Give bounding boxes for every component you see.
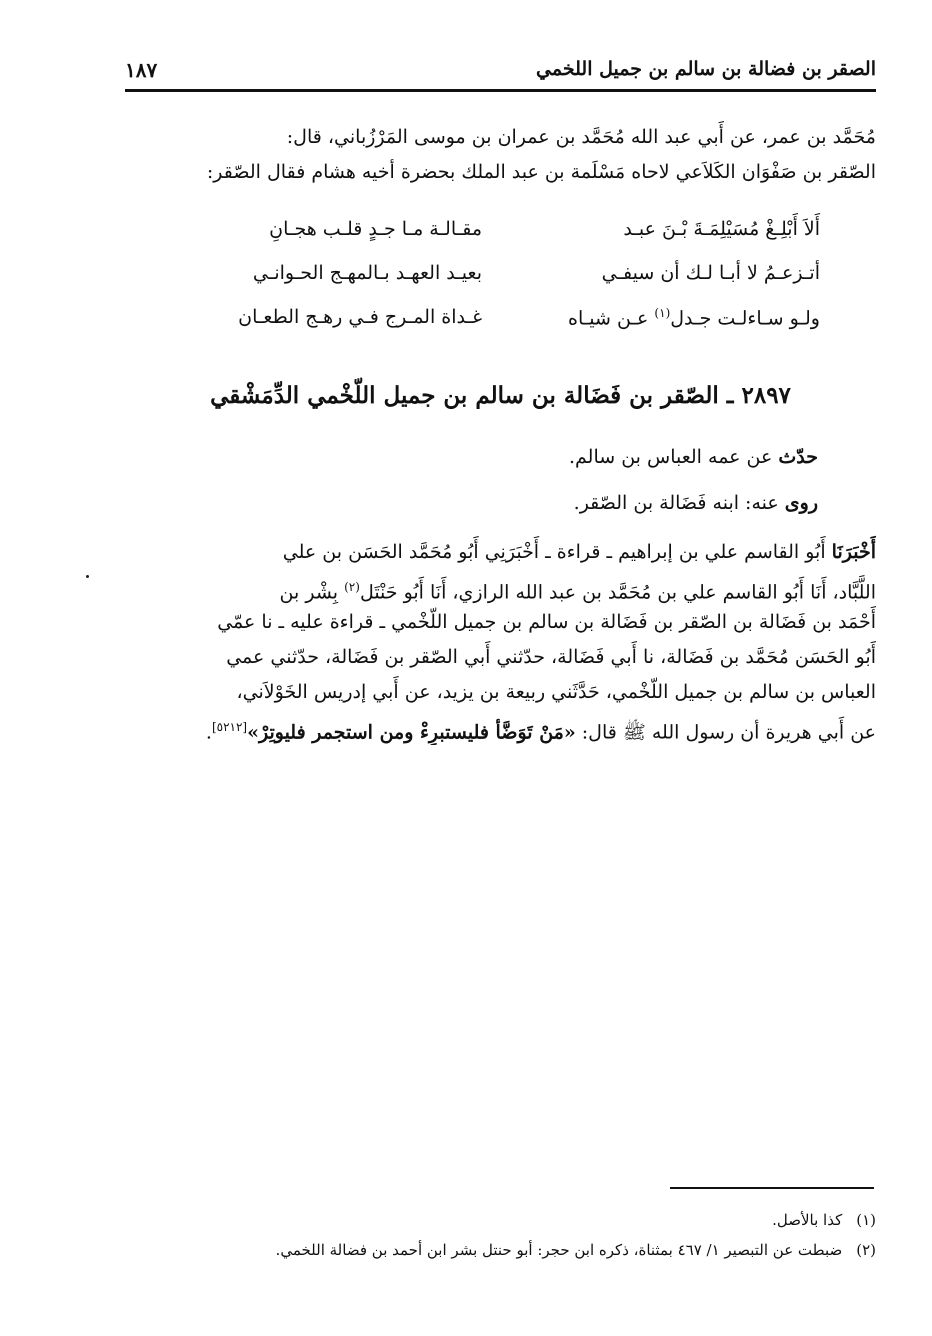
- verse-2-first-hemistich: أتـزعـمُ لا أبـا لـك أن سيفـي: [601, 262, 820, 284]
- verse-3-second-hemistich: غـداة المـرج فـي رهـج الطعـان: [238, 306, 482, 328]
- verse-3-text-end: عـن شيـاه: [568, 307, 655, 330]
- ink-speck: [86, 575, 89, 578]
- verse-2-second-hemistich: بعيـد العهـد بـالمهـج الحـوانـي: [252, 262, 482, 284]
- intro-line-1: مُحَمَّد بن عمر، عن أَبي عبد الله مُحَمَّد بن عمران بن موسى المَرْزُباني، قال:: [286, 126, 876, 148]
- isnad-line-6: [125, 710, 876, 745]
- footnote-marker-2: (٢): [344, 580, 360, 594]
- narrated-from-text: عن عمه العباس بن سالم.: [569, 446, 779, 468]
- running-title: الصقر بن فضالة بن سالم بن جميل اللخمي: [536, 58, 876, 80]
- header-rule: [125, 89, 876, 92]
- verse-3-first-hemistich: [520, 306, 820, 329]
- footnote-1-number: (١): [856, 1211, 876, 1229]
- verse-1-first-hemistich: أَلاَ أَبْلِـغْ مُسَيْلِمَـةَ بْـنَ عبـد: [623, 218, 820, 240]
- isnad-line-4: أَبُو الحَسَن مُحَمَّد بن فَضَالة، نا أَبي فَضَالة، حدّثني أَبي الصّقر بن فَضَالة، حدّثني عمي: [226, 646, 876, 668]
- footnote-1: [125, 1211, 876, 1229]
- isnad-lead-word: أَخْبَرَنَا: [831, 541, 876, 563]
- isnad-line-1-text: أَبُو القاسم علي بن إبراهيم ـ قراءة ـ أَخْبَرَنِي أَبُو مُحَمَّد الحَسَن بن علي: [282, 541, 832, 563]
- final-period: .: [205, 721, 212, 744]
- verse-1-second-hemistich: مقـالـة مـا جـدٍ قلـب هجـانِ: [269, 218, 482, 240]
- hadith-reference: [٥٢١٢]: [211, 720, 248, 734]
- hadith-text: «مَنْ تَوَضَّأ فليستبرِءْ ومن استجمر فليوتِرْ»: [247, 721, 576, 744]
- page-number: ١٨٧: [125, 58, 158, 82]
- intro-paragraph: [125, 120, 876, 190]
- narrated-by-line: [125, 492, 818, 514]
- footnote-1-text: كذا بالأصل.: [772, 1211, 843, 1229]
- isnad-line-6-text: عن أَبي هريرة أن رسول الله ﷺ قال:: [575, 721, 876, 744]
- intro-line-2: الصّقر بن صَفْوَان الكَلاَعي لاحاه مَسْلَمة بن عبد الملك بحضرة أخيه هشام فقال الصّقر:: [206, 161, 876, 183]
- isnad-line-2-end: بِشْر بن: [279, 581, 345, 604]
- footnote-marker-1: (١): [654, 306, 671, 320]
- footnote-rule: [670, 1187, 874, 1189]
- isnad-paragraph: [125, 535, 876, 745]
- narrated-from-label: حدّث: [778, 446, 818, 468]
- footnote-2-number: (٢): [856, 1241, 876, 1259]
- isnad-line-5: العباس بن سالم بن جميل اللّخْمي، حَدَّثَني ربيعة بن يزيد، عن أَبي إدريس الخَوْلاَني،: [236, 681, 876, 703]
- narrated-by-label: روى: [784, 492, 818, 514]
- entry-heading: ٢٨٩٧ ـ الصّقر بن فَضَالة بن سالم بن جميل اللّخْمي الدِّمَشْقي: [210, 382, 791, 409]
- isnad-line-3: أَحْمَد بن فَضَالة بن الصّقر بن فَضَالة بن سالم بن جميل اللّخْمي ـ قراءة عليه ـ نا عمّي: [217, 611, 876, 633]
- narrated-from-line: [125, 446, 818, 468]
- footnote-2: [125, 1241, 876, 1259]
- isnad-line-2-text: اللَّبَّاد، أَنَا أَبُو القاسم علي بن مُحَمَّد بن عبد الله الرازي، أَنَا أَبُو حَنْتَل: [359, 581, 876, 604]
- isnad-line-1: [125, 535, 876, 570]
- isnad-line-2: [125, 570, 876, 605]
- verse-3-text: ولـو سـاءلـت جـدل: [670, 307, 820, 330]
- footnote-2-text: ضبطت عن التبصير ١/ ٤٦٧ بمثناة، ذكره ابن حجر: أبو حنتل بشر ابن أحمد بن فضالة اللخمي.: [275, 1241, 843, 1259]
- narrated-by-text: عنه: ابنه فَضَالة بن الصّقر.: [573, 492, 785, 514]
